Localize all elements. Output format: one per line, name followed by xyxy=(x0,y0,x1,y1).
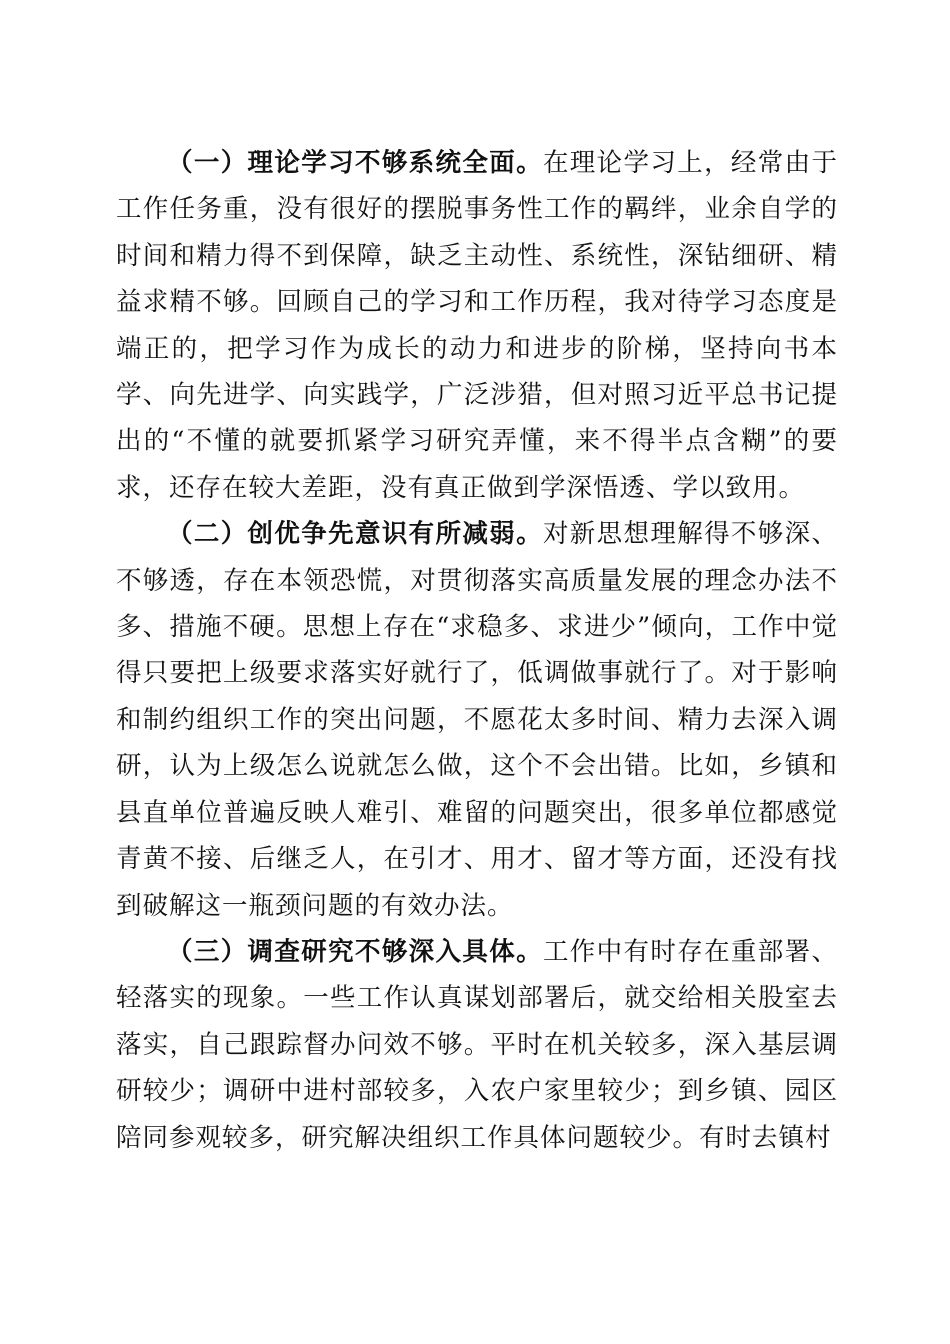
paragraph-text: 在理论学习上，经常由于工作任务重，没有很好的摆脱事务性工作的羁绊，业余自学的时间和精力得不到保障，缺乏主动性、系统性，深钻细研、精益求精不够。回顾自己的学习和工作历程，我对待学习态度是端正的，把学习作为成长的动力和进步的阶梯，坚持向书本学、向先进学、向实践学，广泛涉猎，但对照习近平总书记提出的“不懂的就要抓紧学习研究弄懂，来不得半点含糊”的要求，还存在较大差距，没有真正做到学深悟透、学以致用。 xyxy=(116,148,838,503)
paragraph-heading: （三）调查研究不够深入具体。 xyxy=(167,936,543,967)
paragraph-text: 对新思想理解得不够深、不够透，存在本领恐慌，对贯彻落实高质量发展的理念办法不多、措施不硬。思想上存在“求稳多、求进少”倾向，工作中觉得只要把上级要求落实好就行了，低调做事就行了。对于影响和制约组织工作的突出问题，不愿花太多时间、精力去深入调研，认为上级怎么说就怎么做，这个不会出错。比如，乡镇和县直单位普遍反映人难引、难留的问题突出，很多单位都感觉青黄不接、后继乏人，在引才、用才、留才等方面，还没有找到破解这一瓶颈问题的有效办法。 xyxy=(116,519,838,921)
paragraph-heading: （二）创优争先意识有所减弱。 xyxy=(167,519,543,550)
paragraph-investigation-research xyxy=(116,929,838,1161)
paragraph-theory-study xyxy=(116,140,838,511)
paragraph-heading: （一）理论学习不够系统全面。 xyxy=(167,148,543,178)
paragraph-text: 工作中有时存在重部署、轻落实的现象。一些工作认真谋划部署后，就交给相关股室去落实，自己跟踪督办问效不够。平时在机关较多，深入基层调研较少；调研中进村部较多，入农户家里较少；到乡镇、园区陪同参观较多，研究解决组织工作具体问题较少。有时去镇村 xyxy=(116,936,838,1153)
document-body xyxy=(116,140,838,1161)
paragraph-excellence-awareness xyxy=(116,511,838,929)
